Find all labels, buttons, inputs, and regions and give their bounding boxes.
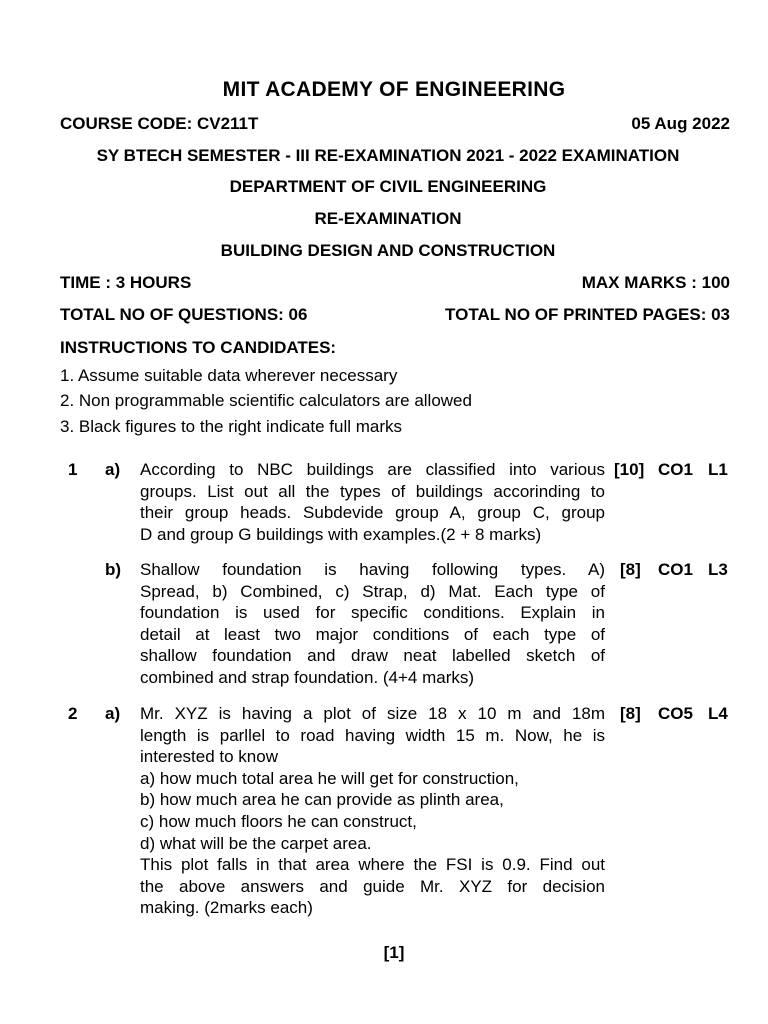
question-line: c) how much floors he can construct,: [140, 811, 417, 831]
instruction-item: 1. Assume suitable data wherever necessary: [60, 366, 398, 385]
question-line: a) how much total area he will get for construction,: [140, 768, 519, 788]
question-text: [140, 459, 605, 545]
exam-date: 05 Aug 2022: [631, 114, 730, 133]
instruction-item: 3. Black figures to the right indicate full marks: [60, 417, 403, 436]
question-line: Spread, b) Combined, c) Strap, d) Mat. Each type of: [140, 581, 605, 601]
course-outcome: CO5: [658, 704, 693, 723]
exam-type-line: RE-EXAMINATION: [314, 209, 462, 228]
question-line: D and group G buildings with examples.(2 + 8 marks): [140, 524, 542, 544]
bloom-level: L3: [708, 560, 728, 579]
question-line: making. (2marks each): [140, 898, 313, 918]
question-line: d) what will be the carpet area.: [140, 833, 372, 853]
question-line: b) how much area he can provide as plinth area,: [140, 790, 504, 810]
max-marks-label: MAX MARKS : 100: [581, 273, 730, 292]
course-code: COURSE CODE: CV211T: [60, 114, 259, 133]
question-line: the above answers and guide Mr. XYZ for decision: [140, 876, 605, 896]
question-text: [140, 703, 605, 919]
subject-line: BUILDING DESIGN AND CONSTRUCTION: [220, 241, 556, 260]
question-number: 2: [68, 704, 78, 723]
bloom-level: L4: [708, 704, 728, 723]
time-label: TIME : 3 HOURS: [60, 273, 192, 292]
institute-title: MIT ACADEMY OF ENGINEERING: [222, 78, 566, 101]
question-text: [140, 559, 605, 689]
question-line: foundation is used for specific conditions. Explain in: [140, 603, 605, 623]
question-line: According to NBC buildings are classified into various: [140, 460, 605, 479]
course-outcome: CO1: [658, 560, 693, 579]
question-line: Mr. XYZ is having a plot of size 18 x 10 m and 18m: [140, 704, 605, 723]
question-marks: [10]: [614, 460, 645, 479]
instructions-heading: INSTRUCTIONS TO CANDIDATES:: [60, 338, 337, 357]
question-marks: [8]: [620, 560, 641, 579]
question-line: their group heads. Subdevide group A, group C, group: [140, 503, 605, 523]
question-part: b): [105, 560, 122, 579]
bloom-level: L1: [708, 460, 728, 479]
page-number: [1]: [383, 943, 405, 962]
question-line: shallow foundation and draw neat labelled sketch of: [140, 646, 605, 666]
question-line: length is parllel to road having width 15 m. Now, he is: [140, 725, 605, 745]
question-line: Shallow foundation is having following types. A): [140, 560, 605, 579]
course-outcome: CO1: [658, 460, 693, 479]
question-part: a): [105, 704, 121, 723]
question-marks: [8]: [620, 704, 641, 723]
total-questions-label: TOTAL NO OF QUESTIONS: 06: [60, 305, 308, 324]
question-part: a): [105, 460, 121, 479]
question-line: interested to know: [140, 747, 278, 767]
total-pages-label: TOTAL NO OF PRINTED PAGES: 03: [445, 305, 730, 324]
question-line: groups. List out all the types of buildings accorinding to: [140, 481, 605, 501]
question-line: combined and strap foundation. (4+4 marks): [140, 667, 475, 687]
semester-line: SY BTECH SEMESTER - III RE-EXAMINATION 2021 - 2022 EXAMINATION: [96, 146, 680, 165]
question-line: This plot falls in that area where the FSI is 0.9. Find out: [140, 855, 605, 875]
department-line: DEPARTMENT OF CIVIL ENGINEERING: [229, 177, 547, 196]
instruction-item: 2. Non programmable scientific calculators are allowed: [60, 391, 472, 410]
question-line: detail at least two major conditions of each type of: [140, 624, 605, 644]
question-number: 1: [68, 460, 78, 479]
